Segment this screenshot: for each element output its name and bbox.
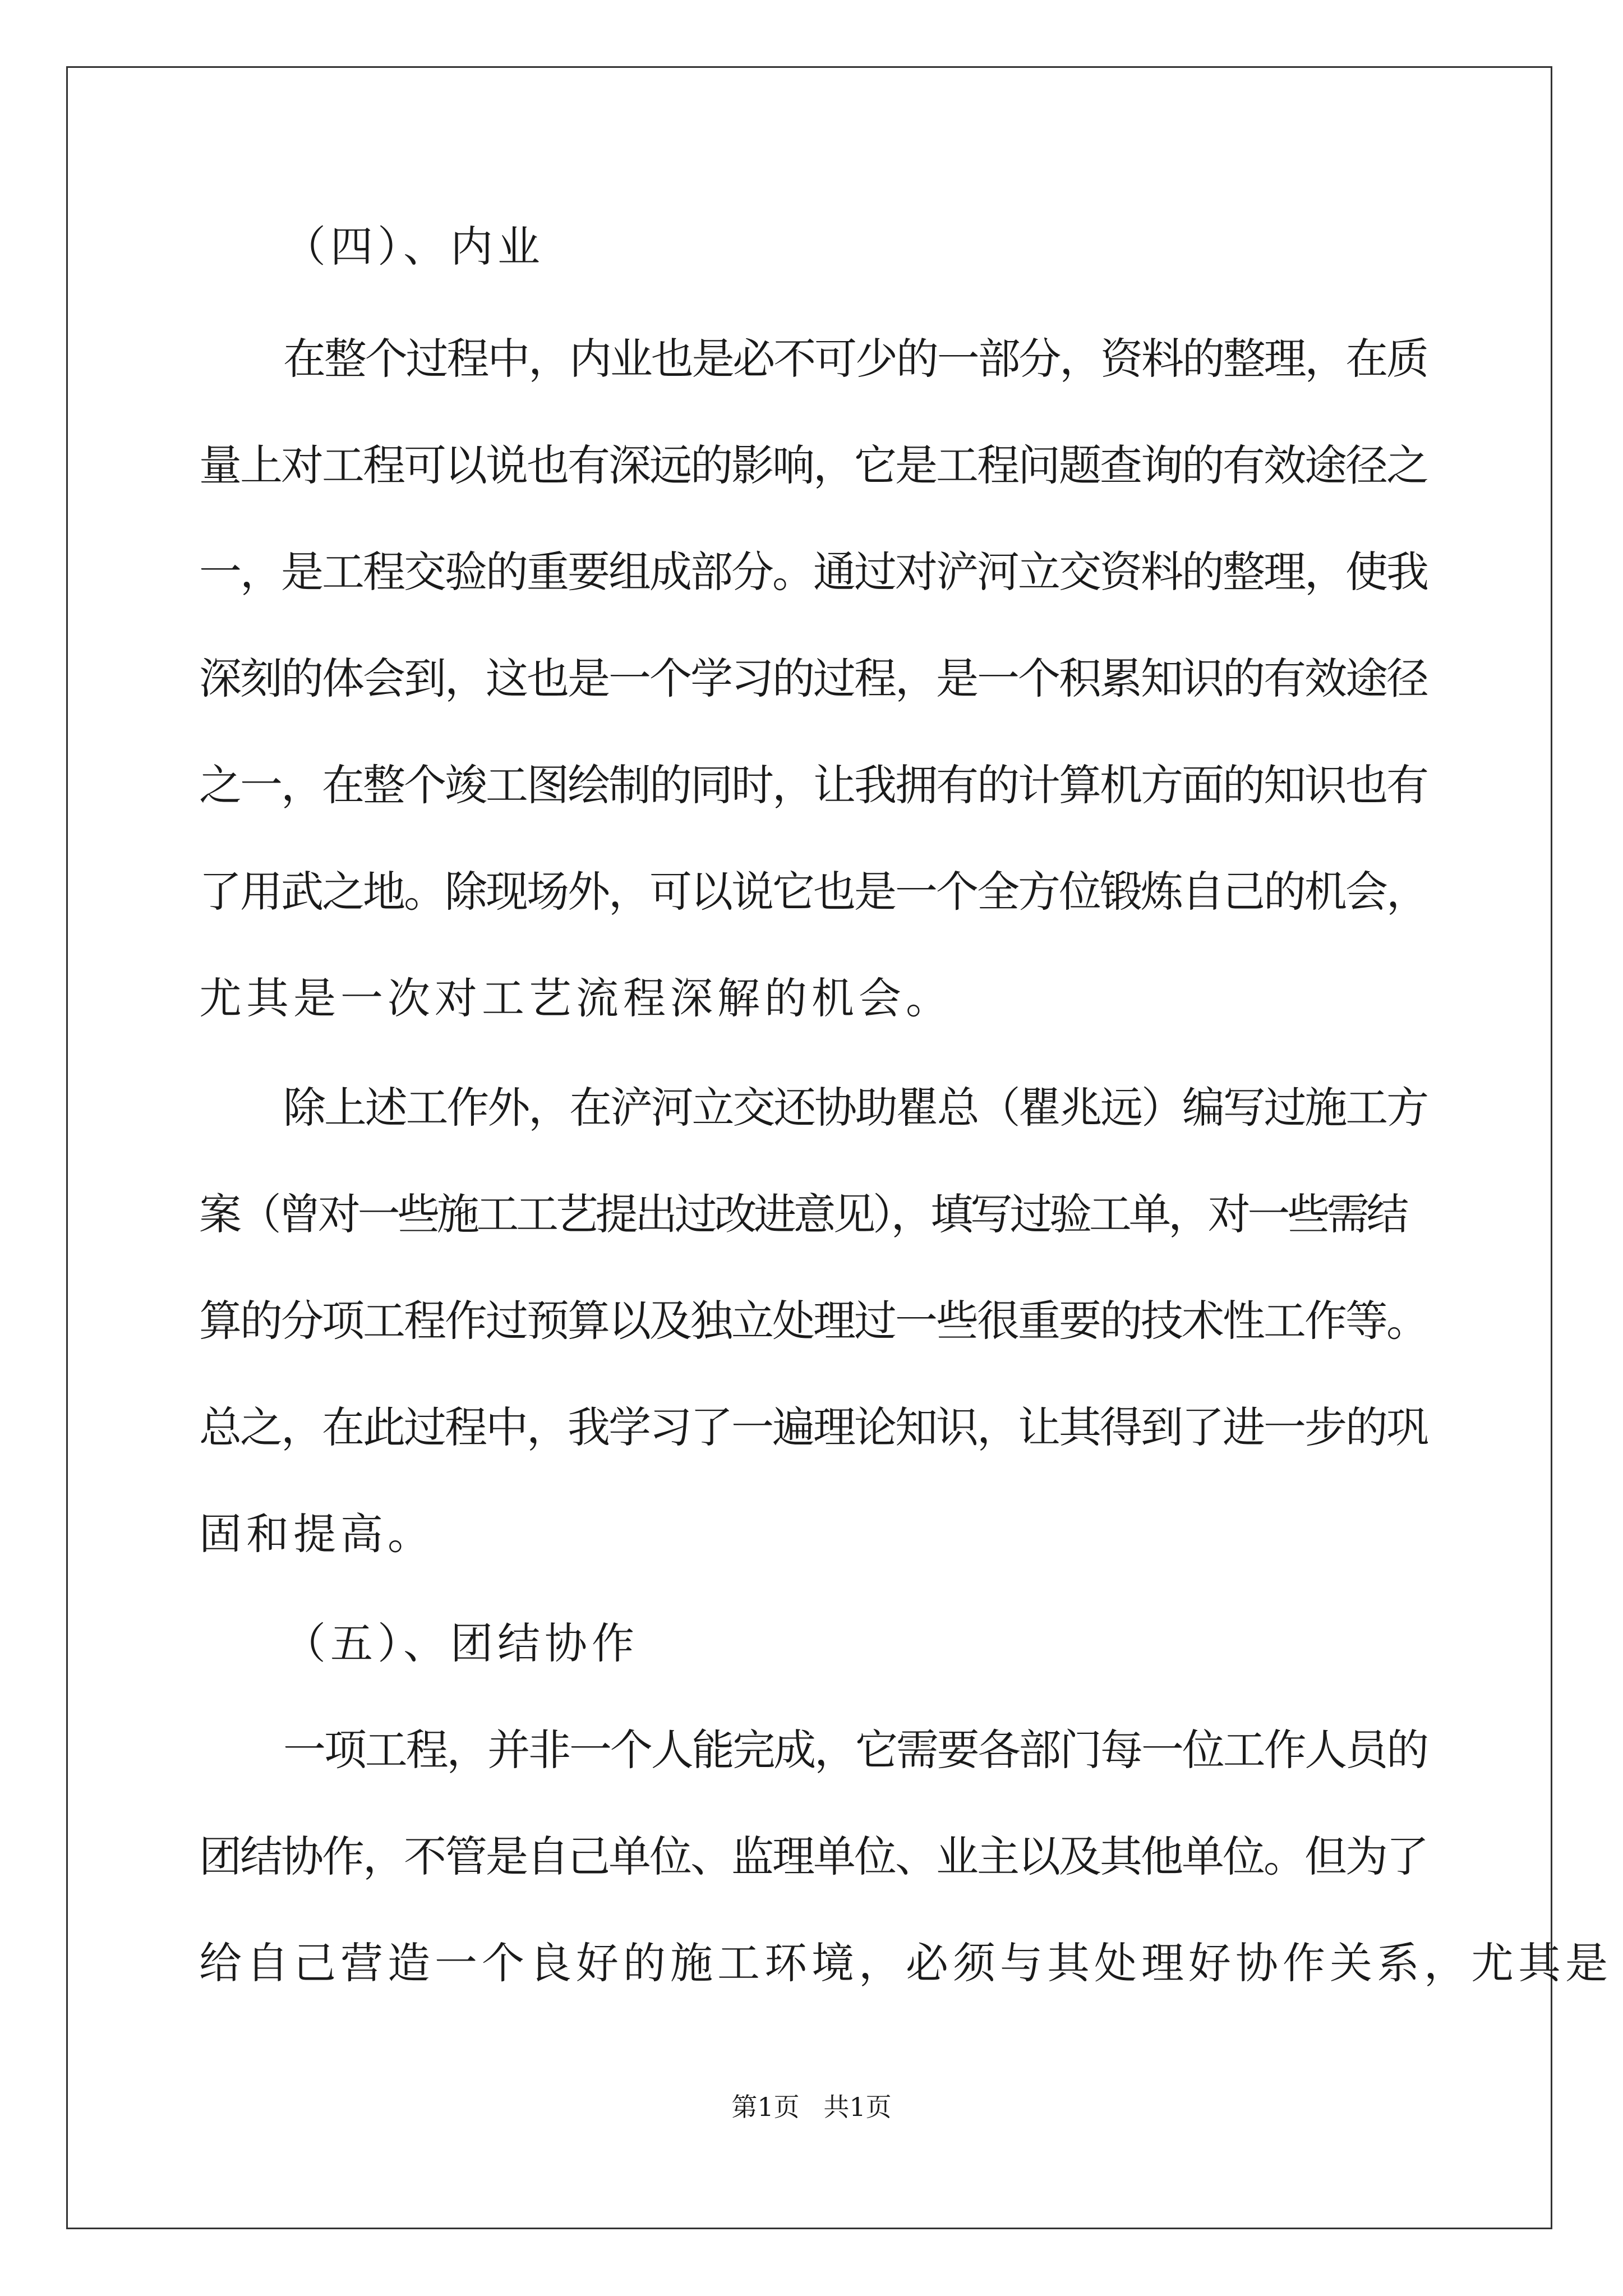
- text-line: 团结协作，不管是自己单位、监理单位、业主以及其他单位。但为了: [199, 1832, 1427, 1881]
- text-line: 除上述工作外，在浐河立交还协助瞿总（瞿兆远）编写过施工方: [283, 1083, 1427, 1133]
- text-line: 尤其是一次对工艺流程深解的机会。: [199, 973, 953, 1023]
- text-line: 之一，在整个竣工图绘制的同时，让我拥有的计算机方面的知识也有: [199, 760, 1427, 810]
- text-line: 了用武之地。除现场外，可以说它也是一个全方位锻炼自己的机会，: [199, 867, 1427, 917]
- text-line: 一，是工程交验的重要组成部分。通过对浐河立交资料的整理，使我: [199, 547, 1427, 597]
- text-line: 一项工程，并非一个人能完成，它需要各部门每一位工作人员的: [283, 1725, 1427, 1775]
- page-number: 第1页: [731, 2092, 800, 2122]
- heading-section-5: （五）、团结协作: [283, 1618, 639, 1668]
- text-line: 算的分项工程作过预算以及独立处理过一些很重要的技术性工作等。: [199, 1296, 1427, 1346]
- text-line: 深刻的体会到，这也是一个学习的过程，是一个积累知识的有效途径: [199, 654, 1427, 703]
- text-line: 固和提高。: [199, 1509, 435, 1559]
- page-footer: [0, 2087, 1623, 2124]
- heading-section-4: （四）、内业: [283, 222, 545, 272]
- text-line: 总之，在此过程中，我学习了一遍理论知识，让其得到了进一步的巩: [199, 1402, 1427, 1452]
- text-line: 量上对工程可以说也有深远的影响，它是工程问题查询的有效途径之: [199, 440, 1427, 490]
- text-line: 在整个过程中，内业也是必不可少的一部分，资料的整理，在质: [283, 334, 1427, 384]
- page-total: 共1页: [823, 2092, 892, 2122]
- text-line: 案（曾对一些施工工艺提出过改进意见），填写过验工单，对一些需结: [199, 1189, 1406, 1239]
- text-line: 给自己营造一个良好的施工环境，必须与其处理好协作关系，尤其是: [199, 1938, 1612, 1988]
